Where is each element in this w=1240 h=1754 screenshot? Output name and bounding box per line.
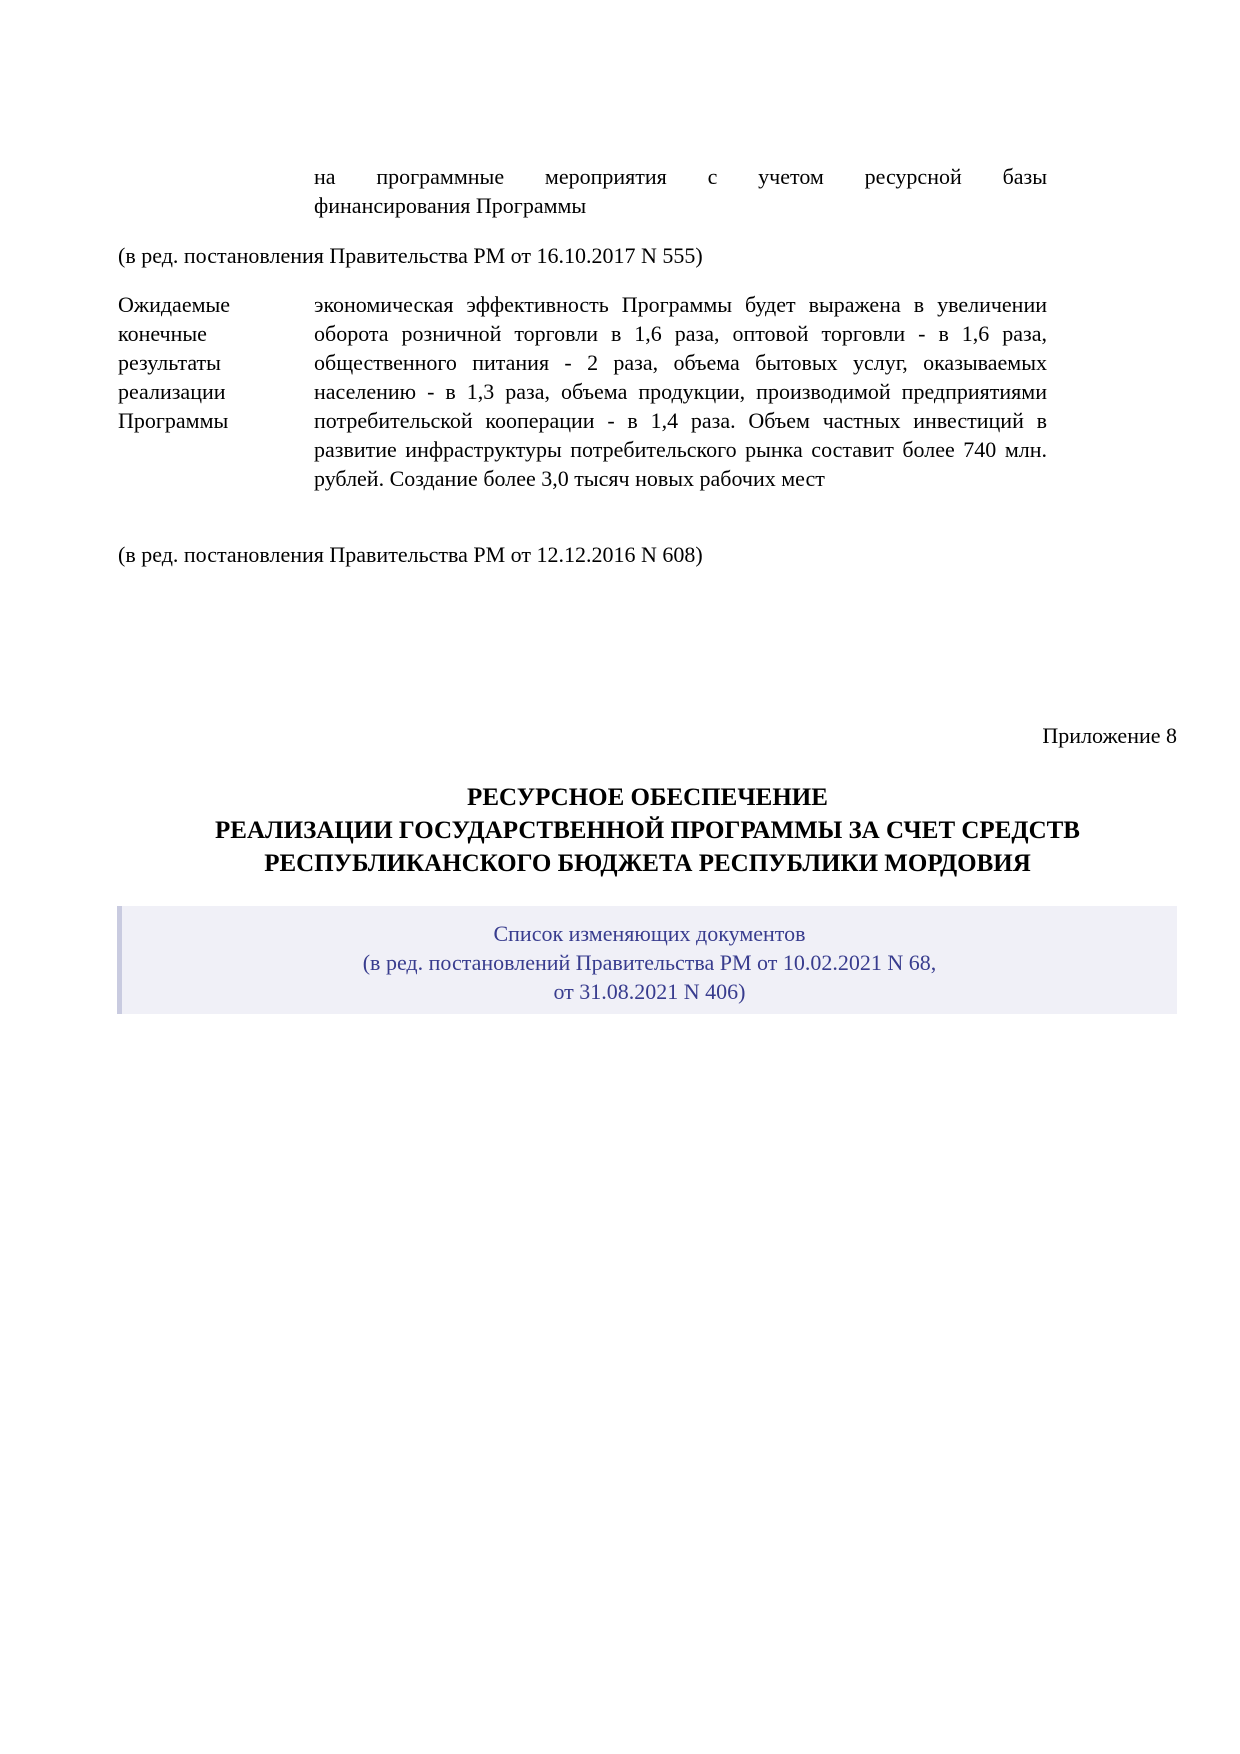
amending-documents-heading: Список изменяющих документов (493, 921, 806, 946)
expected-results-label (118, 290, 278, 435)
title-line-1: РЕСУРСНОЕ ОБЕСПЕЧЕНИЕ (467, 784, 828, 811)
label-line: Программы (118, 408, 229, 433)
expected-results-text: экономическая эффективность Программы будет выражена в увеличении оборота розничной торговли в 1,6 раза, оптовой торговли - в 1,6 раза, общественного питания - 2 раза, объема бытовых услуг, оказываемых населению - в 1,3 раза, объема продукции, производимой предприятиями потребительской кооперации - в 1,4 раза. Объем частных инвестиций в развитие инфраструктуры потребительского рынка составит более 740 млн. рублей. Создание более 3,0 тысяч новых рабочих мест (314, 292, 1047, 491)
label-line: реализации (118, 379, 226, 404)
title-line-2: РЕАЛИЗАЦИИ ГОСУДАРСТВЕННОЙ ПРОГРАММЫ ЗА СЧЕТ СРЕДСТВ (215, 817, 1080, 844)
amending-documents-box (117, 906, 1177, 1014)
label-line: результаты (118, 350, 221, 375)
appendix-label: Приложение 8 (1042, 723, 1177, 748)
intro-paragraph (314, 162, 1047, 220)
edit-note-2017: (в ред. постановления Правительства РМ от 16.10.2017 N 555) (118, 243, 703, 268)
label-line: конечные (118, 321, 207, 346)
intro-line-1: на программные мероприятия с учетом ресурсной базы (314, 164, 1047, 189)
amending-documents-line-1: (в ред. постановлений Правительства РМ от 10.02.2021 N 68, (362, 950, 937, 975)
label-line: Ожидаемые (118, 292, 231, 317)
amending-documents-line-2: от 31.08.2021 N 406) (553, 979, 746, 1004)
document-title (118, 781, 1177, 880)
intro-line-2: финансирования Программы (314, 193, 587, 218)
title-line-3: РЕСПУБЛИКАНСКОГО БЮДЖЕТА РЕСПУБЛИКИ МОРДОВИЯ (264, 850, 1031, 877)
edit-note-2016: (в ред. постановления Правительства РМ от 12.12.2016 N 608) (118, 542, 703, 567)
